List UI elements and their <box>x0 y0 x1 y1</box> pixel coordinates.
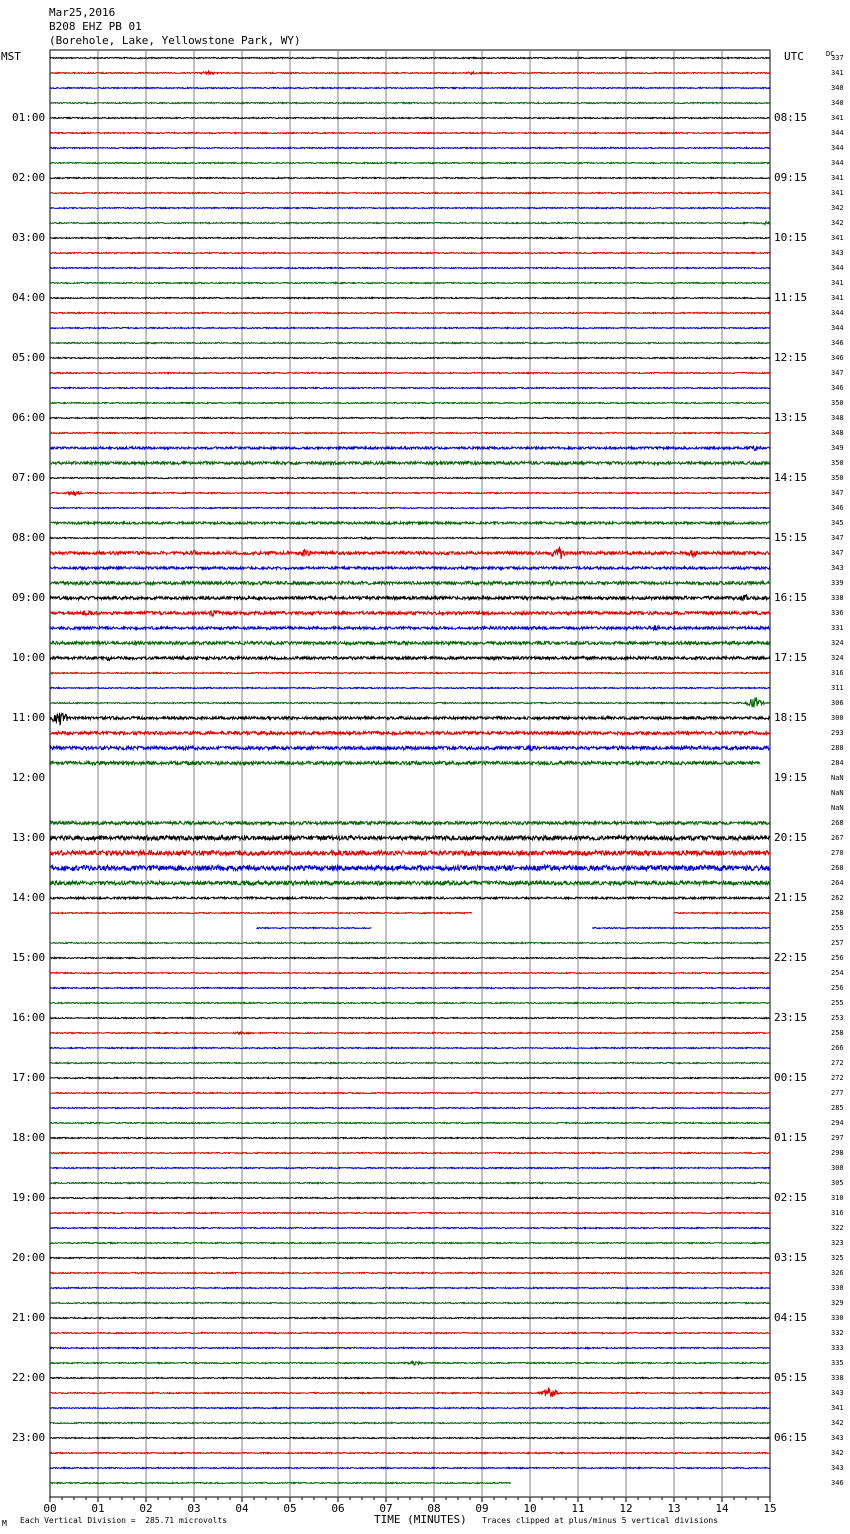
dc-offset-label: 270 <box>831 849 844 857</box>
dc-offset-label: 266 <box>831 1044 844 1052</box>
seismic-trace <box>50 731 770 735</box>
seismic-trace <box>50 1332 770 1333</box>
dc-offset-label: 343 <box>831 1434 844 1442</box>
left-hour-label: 09:00 <box>12 591 46 604</box>
seismic-trace <box>50 761 760 764</box>
left-hour-label: 21:00 <box>12 1311 46 1324</box>
dc-offset-label: 306 <box>831 699 844 707</box>
right-hour-label: 01:15 <box>774 1131 808 1144</box>
seismic-trace <box>50 625 770 630</box>
seismic-trace <box>50 1197 770 1198</box>
dc-offset-label: NaN <box>831 789 844 797</box>
right-hour-label: 02:15 <box>774 1191 808 1204</box>
dc-offset-label: 264 <box>831 879 844 887</box>
dc-offset-label: 257 <box>831 939 844 947</box>
right-hour-label: 08:15 <box>774 111 808 124</box>
dc-offset-label: 256 <box>831 984 844 992</box>
dc-offset-label: 262 <box>831 894 844 902</box>
dc-offset-label: 333 <box>831 1344 844 1352</box>
dc-offset-label: NaN <box>831 804 844 812</box>
right-hour-label: 10:15 <box>774 231 808 244</box>
right-hour-label: 15:15 <box>774 531 808 544</box>
right-hour-label: 13:15 <box>774 411 808 424</box>
dc-offset-label: 343 <box>831 1389 844 1397</box>
dc-offset-label: 341 <box>831 189 844 197</box>
dc-offset-label: 332 <box>831 1329 844 1337</box>
seismic-trace <box>50 267 770 268</box>
dc-offset-label: 338 <box>831 594 844 602</box>
left-hour-label: 01:00 <box>12 111 46 124</box>
dc-offset-label: 344 <box>831 264 844 272</box>
dc-offset-label: 350 <box>831 459 844 467</box>
dc-offset-label: 344 <box>831 144 844 152</box>
seismic-trace <box>50 1407 770 1408</box>
seismic-trace <box>50 1287 770 1288</box>
left-hour-label: 17:00 <box>12 1071 46 1084</box>
seismic-trace <box>50 942 770 943</box>
seismic-trace <box>50 327 770 328</box>
seismic-trace <box>50 580 770 585</box>
x-tick-label: 12 <box>619 1502 633 1515</box>
seismic-trace <box>50 1362 770 1365</box>
dc-offset-label: 324 <box>831 654 844 662</box>
right-hour-label: 05:15 <box>774 1371 808 1384</box>
seismic-trace <box>50 1212 770 1213</box>
seismic-trace <box>50 972 770 973</box>
seismic-trace <box>50 162 770 163</box>
seismic-trace <box>50 1092 770 1093</box>
dc-offset-label: 342 <box>831 1419 844 1427</box>
footer-clip-text: Traces clipped at plus/minus 5 vertical divisions <box>482 1516 719 1525</box>
left-hour-label: 22:00 <box>12 1371 46 1384</box>
right-hour-label: 12:15 <box>774 351 808 364</box>
dc-offset-label: 330 <box>831 1284 844 1292</box>
dc-offset-label: 346 <box>831 1479 844 1487</box>
x-tick-label: 01 <box>91 1502 105 1515</box>
dc-offset-label: 342 <box>831 204 844 212</box>
seismic-trace <box>50 1388 770 1397</box>
right-hour-label: 17:15 <box>774 651 808 664</box>
x-tick-label: 05 <box>283 1502 297 1515</box>
seismic-trace <box>50 491 770 496</box>
seismic-trace <box>50 567 770 570</box>
seismic-trace <box>50 746 770 751</box>
dc-offset-label: 285 <box>831 1104 844 1112</box>
seismic-trace <box>50 641 770 646</box>
seismic-trace <box>50 713 770 725</box>
dc-offset-label: 341 <box>831 1404 844 1412</box>
footer-left-mark: M <box>2 1519 7 1528</box>
right-hour-label: 03:15 <box>774 1251 808 1264</box>
seismic-trace <box>50 57 770 58</box>
seismic-trace <box>50 417 770 418</box>
x-tick-label: 07 <box>379 1502 393 1515</box>
seismic-traces <box>50 57 770 1483</box>
seismic-trace <box>50 132 770 133</box>
dc-offset-label: 288 <box>831 744 844 752</box>
right-hour-label: 14:15 <box>774 471 808 484</box>
dc-offset-label: 345 <box>831 519 844 527</box>
dc-offset-label: 343 <box>831 1464 844 1472</box>
right-hour-label: 22:15 <box>774 951 808 964</box>
dc-offset-label: 348 <box>831 414 844 422</box>
seismic-trace <box>50 342 770 343</box>
seismic-trace <box>50 851 770 856</box>
seismic-trace <box>50 687 770 688</box>
dc-offset-label: 346 <box>831 354 844 362</box>
seismic-trace <box>50 1122 770 1123</box>
seismic-trace <box>50 912 472 913</box>
dc-offset-label: 293 <box>831 729 844 737</box>
dc-offset-label: 344 <box>831 159 844 167</box>
dc-offset-label: 310 <box>831 1194 844 1202</box>
x-tick-label: 15 <box>763 1502 777 1515</box>
dc-offset-label: 335 <box>831 1359 844 1367</box>
right-hour-label: 04:15 <box>774 1311 808 1324</box>
dc-offset-label: 267 <box>831 834 844 842</box>
left-hour-label: 23:00 <box>12 1431 46 1444</box>
seismic-trace <box>50 1032 770 1035</box>
seismic-trace <box>50 387 770 388</box>
x-tick-label: 13 <box>667 1502 681 1515</box>
dc-offset-label: 268 <box>831 819 844 827</box>
left-hour-label: 08:00 <box>12 531 46 544</box>
dc-offset-label: 336 <box>831 609 844 617</box>
dc-offset-label: 323 <box>831 1239 844 1247</box>
dc-offset-label: 326 <box>831 1269 844 1277</box>
dc-offset-label: 350 <box>831 474 844 482</box>
seismic-trace <box>50 881 770 886</box>
seismic-trace <box>50 102 770 103</box>
dc-offset-label: 255 <box>831 999 844 1007</box>
dc-offset-label: 325 <box>831 1254 844 1262</box>
seismic-trace <box>50 1167 770 1168</box>
dc-offset-label: 340 <box>831 84 844 92</box>
seismic-trace <box>50 312 770 313</box>
dc-offset-label: NaN <box>831 774 844 782</box>
seismic-trace <box>50 1482 511 1483</box>
dc-offset-label: 297 <box>831 1134 844 1142</box>
seismic-trace <box>50 461 770 464</box>
left-hour-label: 06:00 <box>12 411 46 424</box>
seismic-trace <box>50 1272 770 1273</box>
dc-offset-label: 300 <box>831 714 844 722</box>
seismic-trace <box>50 1242 770 1243</box>
dc-offset-label: 255 <box>831 924 844 932</box>
right-hour-label: 16:15 <box>774 591 808 604</box>
left-hour-label: 10:00 <box>12 651 46 664</box>
dc-offset-label: 305 <box>831 1179 844 1187</box>
seismic-trace <box>256 927 371 928</box>
seismic-trace <box>50 1047 770 1048</box>
seismic-trace <box>50 821 770 824</box>
dc-offset-label: 347 <box>831 489 844 497</box>
dc-offset-label: 268 <box>831 864 844 872</box>
seismic-trace <box>50 237 770 238</box>
seismic-trace <box>50 672 770 673</box>
dc-offset-label: 258 <box>831 909 844 917</box>
dc-offset-label: 298 <box>831 1149 844 1157</box>
plot-grid <box>50 50 770 1497</box>
seismic-trace <box>50 1377 770 1378</box>
seismic-trace <box>50 432 770 433</box>
seismic-trace <box>50 357 770 358</box>
x-tick-label: 03 <box>187 1502 201 1515</box>
left-hour-label: 03:00 <box>12 231 46 244</box>
seismic-trace <box>50 537 770 539</box>
dc-offset-label: 338 <box>831 1374 844 1382</box>
seismic-trace <box>50 1137 770 1138</box>
seismic-trace <box>50 1077 770 1078</box>
dc-offset-label: 331 <box>831 624 844 632</box>
dc-offset-label: 344 <box>831 324 844 332</box>
seismic-trace <box>50 1302 770 1303</box>
left-hour-label: 05:00 <box>12 351 46 364</box>
left-hour-label: 14:00 <box>12 891 46 904</box>
right-timezone-label: UTC <box>784 50 804 63</box>
seismic-trace <box>50 192 770 193</box>
dc-offset-label: 347 <box>831 549 844 557</box>
left-hour-label: 19:00 <box>12 1191 46 1204</box>
right-hour-label: 18:15 <box>774 711 808 724</box>
seismic-trace <box>50 477 770 478</box>
left-hour-label: 13:00 <box>12 831 46 844</box>
dc-offset-header: DC <box>826 50 835 58</box>
dc-offset-label: 350 <box>831 399 844 407</box>
seismic-trace <box>50 1467 770 1468</box>
seismic-trace <box>50 1227 770 1228</box>
seismic-trace <box>50 1152 770 1153</box>
dc-offset-label: 277 <box>831 1089 844 1097</box>
dc-offset-label: 272 <box>831 1059 844 1067</box>
seismic-trace <box>50 698 770 707</box>
seismic-trace <box>50 656 770 660</box>
seismic-trace <box>50 1017 770 1018</box>
dc-offset-label: 342 <box>831 219 844 227</box>
x-tick-label: 08 <box>427 1502 441 1515</box>
seismic-trace <box>50 546 770 559</box>
x-tick-label: 00 <box>43 1502 57 1515</box>
seismic-trace <box>50 1182 770 1183</box>
right-hour-label: 00:15 <box>774 1071 808 1084</box>
left-timezone-label: MST <box>1 50 21 63</box>
seismic-trace <box>50 865 770 870</box>
dc-offset-label: 316 <box>831 669 844 677</box>
x-tick-label: 11 <box>571 1502 585 1515</box>
dc-offset-label: 344 <box>831 129 844 137</box>
dc-offset-label: 256 <box>831 954 844 962</box>
seismic-trace <box>50 1437 770 1438</box>
dc-offset-label: 341 <box>831 174 844 182</box>
dc-offset-label: 253 <box>831 1014 844 1022</box>
seismic-trace <box>50 1452 770 1453</box>
seismic-trace <box>50 1347 770 1348</box>
dc-offset-label: 346 <box>831 384 844 392</box>
seismic-trace <box>592 927 770 928</box>
seismic-trace <box>50 252 770 253</box>
dc-offset-label: 341 <box>831 234 844 242</box>
seismic-trace <box>50 987 770 988</box>
left-hour-label: 20:00 <box>12 1251 46 1264</box>
seismic-trace <box>50 1422 770 1423</box>
dc-offset-label: 347 <box>831 534 844 542</box>
dc-offset-label: 284 <box>831 759 844 767</box>
seismic-trace <box>50 402 770 403</box>
right-hour-label: 23:15 <box>774 1011 808 1024</box>
right-hour-label: 06:15 <box>774 1431 808 1444</box>
seismic-trace <box>50 282 770 283</box>
dc-offset-label: 341 <box>831 294 844 302</box>
left-hour-label: 04:00 <box>12 291 46 304</box>
dc-offset-label: 330 <box>831 1314 844 1322</box>
seismic-trace <box>50 147 770 148</box>
x-tick-label: 02 <box>139 1502 153 1515</box>
x-tick-label: 14 <box>715 1502 729 1515</box>
x-tick-label: 09 <box>475 1502 489 1515</box>
dc-offset-label: 322 <box>831 1224 844 1232</box>
right-hour-label: 11:15 <box>774 291 808 304</box>
left-hour-label: 02:00 <box>12 171 46 184</box>
dc-offset-label: 342 <box>831 1449 844 1457</box>
dc-offset-label: 324 <box>831 639 844 647</box>
seismic-trace <box>50 507 770 508</box>
dc-offset-label: 340 <box>831 99 844 107</box>
seismic-trace <box>50 522 770 524</box>
dc-offset-label: 341 <box>831 69 844 77</box>
dc-offset-label: 316 <box>831 1209 844 1217</box>
dc-offset-label: 343 <box>831 249 844 257</box>
dc-offset-label: 329 <box>831 1299 844 1307</box>
dc-offset-label: 341 <box>831 114 844 122</box>
dc-offset-label: 272 <box>831 1074 844 1082</box>
header-location: (Borehole, Lake, Yellowstone Park, WY) <box>49 34 301 47</box>
seismic-trace <box>50 594 770 600</box>
dc-offset-label: 346 <box>831 339 844 347</box>
dc-offset-label: 347 <box>831 369 844 377</box>
dc-offset-label: 341 <box>831 279 844 287</box>
left-hour-label: 11:00 <box>12 711 46 724</box>
left-hour-label: 12:00 <box>12 771 46 784</box>
dc-offset-label: 337 <box>831 54 844 62</box>
seismic-trace <box>50 836 770 841</box>
dc-offset-label: 349 <box>831 444 844 452</box>
x-tick-label: 06 <box>331 1502 345 1515</box>
seismic-trace <box>50 372 770 373</box>
left-hour-label: 07:00 <box>12 471 46 484</box>
header-station: B208 EHZ PB 01 <box>49 20 142 33</box>
seismic-trace <box>50 297 770 298</box>
seismic-trace <box>50 1107 770 1108</box>
seismic-trace <box>50 71 770 74</box>
dc-offset-label: 258 <box>831 1029 844 1037</box>
seismic-trace <box>50 446 770 451</box>
footer-scale-text: Each Vertical Division = 285.71 microvolts <box>20 1516 228 1525</box>
right-hour-label: 21:15 <box>774 891 808 904</box>
right-hour-label: 20:15 <box>774 831 808 844</box>
x-tick-label: 04 <box>235 1502 249 1515</box>
seismic-trace <box>50 177 770 178</box>
dc-offset-label: 294 <box>831 1119 844 1127</box>
dc-offset-label: 346 <box>831 504 844 512</box>
seismic-trace <box>50 1002 770 1003</box>
x-tick-label: 10 <box>523 1502 537 1515</box>
dc-offset-label: 344 <box>831 309 844 317</box>
seismic-trace <box>50 1062 770 1063</box>
left-hour-label: 18:00 <box>12 1131 46 1144</box>
right-hour-label: 19:15 <box>774 771 808 784</box>
left-hour-label: 15:00 <box>12 951 46 964</box>
header-date: Mar25,2016 <box>49 6 116 19</box>
seismic-trace <box>50 87 770 88</box>
x-axis-title: TIME (MINUTES) <box>374 1513 467 1526</box>
seismic-trace <box>50 610 770 616</box>
plot-frame <box>50 50 770 1497</box>
seismic-trace <box>50 1257 770 1258</box>
dc-offset-label: 339 <box>831 579 844 587</box>
left-hour-label: 16:00 <box>12 1011 46 1024</box>
seismic-trace <box>50 957 770 958</box>
seismic-trace <box>50 897 770 899</box>
dc-offset-label: 300 <box>831 1164 844 1172</box>
seismic-trace <box>50 117 770 118</box>
dc-offset-label: 311 <box>831 684 844 692</box>
seismic-trace <box>50 207 770 208</box>
dc-offset-label: 343 <box>831 564 844 572</box>
seismic-trace <box>50 221 770 225</box>
seismic-trace <box>50 1317 770 1318</box>
dc-offset-label: 254 <box>831 969 844 977</box>
right-hour-label: 09:15 <box>774 171 808 184</box>
dc-offset-label: 348 <box>831 429 844 437</box>
